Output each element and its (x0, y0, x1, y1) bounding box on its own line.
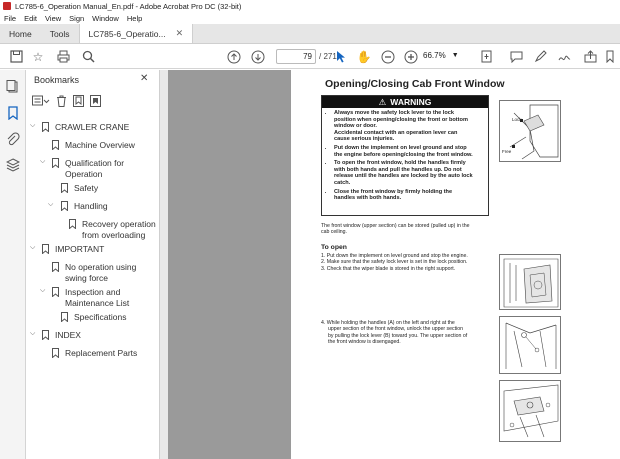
bookmark-index[interactable]: INDEX (55, 330, 81, 340)
save-icon[interactable] (8, 48, 24, 65)
bookmark-inspection[interactable]: Inspection and (65, 287, 121, 297)
to-open-heading: To open (321, 244, 347, 251)
page-heading: Opening/Closing Cab Front Window (325, 78, 505, 90)
lock-lever-detail-figure (499, 380, 561, 442)
bookmark-replacement-parts[interactable]: Replacement Parts (65, 348, 138, 358)
zoom-level-dropdown[interactable] (423, 51, 459, 60)
bookmark-safety[interactable]: Safety (74, 183, 99, 193)
collapse-chevron-icon[interactable]: ⌵ (30, 330, 36, 337)
intro-line: cab ceiling. (321, 229, 347, 236)
bookmark-icon (52, 140, 59, 150)
warning-line: • Always move the safety lock lever to the lock (334, 110, 455, 116)
warning-header (322, 96, 488, 108)
bookmark-icon (61, 201, 68, 211)
bookmark-icon (42, 122, 49, 132)
warning-line: release until the handles are locked by the auto lock (334, 173, 473, 180)
warning-line: catch. (334, 179, 351, 186)
hand-tool-icon[interactable]: ✋ (356, 49, 372, 64)
toolbar (0, 44, 620, 69)
warning-box (321, 95, 489, 216)
collapse-chevron-icon[interactable]: ⌵ (40, 158, 46, 165)
warning-line: position when opening/closing the front or bottom (334, 116, 468, 123)
step-4-line: by pulling the lock lever (B) toward you. The upper section of (328, 332, 468, 339)
window-handles-figure (499, 316, 561, 374)
zoom-out-icon[interactable] (380, 48, 396, 65)
pdf-page (291, 70, 620, 459)
warning-line: the engine before opening/closing the front window. (334, 151, 473, 158)
warning-list (322, 108, 488, 202)
menu-bar (0, 12, 620, 24)
warning-item (334, 160, 484, 186)
chevron-down-icon: ▼ (451, 52, 459, 59)
bookmark-inspection-line2[interactable]: Maintenance List (65, 298, 130, 308)
menu-sign[interactable]: Sign (69, 13, 85, 23)
step-4-line: 4. While holding the handles (A) on the left and right at the (321, 320, 455, 326)
bookmark-handling[interactable]: Handling (74, 201, 108, 211)
step-4-paragraph (321, 320, 493, 346)
step-item: 3. Check that the wiper blade is stored in the right support. (321, 265, 456, 272)
bookmark-qualification-line2[interactable]: Operation (65, 169, 103, 179)
bookmark-icon (52, 287, 59, 297)
close-panel-icon[interactable]: ✕ (140, 73, 149, 84)
collapse-chevron-icon[interactable]: ⌵ (30, 122, 36, 129)
warning-line: • Close the front window by firmly holding the (334, 188, 453, 195)
bookmarks-panel-title: Bookmarks (34, 75, 80, 85)
bookmark-icon (52, 158, 59, 168)
bookmark-icon (69, 219, 76, 229)
bookmark-important[interactable]: IMPORTANT (55, 244, 105, 254)
zoom-in-icon[interactable] (403, 48, 419, 65)
menu-window[interactable]: Window (92, 13, 119, 23)
page-number-input[interactable] (276, 49, 316, 64)
window-title: LC785-6_Operation Manual_En.pdf - Adobe Acrobat Pro DC (32-bit) (15, 1, 242, 11)
warning-item (334, 110, 484, 143)
lock-lever-figure (499, 100, 561, 162)
warning-item (334, 145, 484, 158)
step-4-line: the front window is disengaged. (328, 339, 401, 346)
bookmark-no-operation-line2[interactable]: swing force (65, 273, 108, 283)
tab-document[interactable] (79, 24, 194, 43)
acrobat-logo-icon (3, 2, 11, 10)
warning-line: Accidental contact with an operation lever can (334, 129, 458, 136)
tab-document-label: LC785-6_Operatio... (88, 28, 166, 39)
page-thumbnails-icon[interactable] (6, 80, 20, 94)
bookmark-specifications[interactable]: Specifications (74, 312, 127, 322)
bookmark-icon (61, 312, 68, 322)
comment-icon[interactable] (508, 48, 524, 65)
bookmark-recovery-operation[interactable]: Recovery operation (82, 219, 156, 229)
next-page-icon[interactable] (250, 48, 266, 65)
bookmark-icon (42, 244, 49, 254)
share-icon[interactable] (582, 48, 598, 65)
collapse-chevron-icon[interactable]: ⌵ (48, 201, 54, 208)
bookmarks-toolbar (32, 95, 101, 109)
bookmark-no-operation[interactable]: No operation using (65, 262, 137, 272)
warning-line: • Put down the implement on level ground and stop (334, 144, 467, 151)
expand-bookmark-icon[interactable] (90, 95, 101, 109)
menu-file[interactable]: File (4, 13, 17, 23)
bookmark-qualification[interactable]: Qualification for (65, 158, 125, 168)
bookmark-machine-overview[interactable]: Machine Overview (65, 140, 135, 150)
menu-edit[interactable]: Edit (24, 13, 38, 23)
bookmark-icon (52, 348, 59, 358)
intro-paragraph (321, 223, 491, 236)
menu-help[interactable]: Help (126, 13, 143, 23)
bookmark-icon (52, 262, 59, 272)
tab-home[interactable] (0, 24, 41, 43)
lock-label: Lock (512, 117, 522, 122)
warning-line: cause serious injuries. (334, 136, 395, 143)
bookmark-icon (42, 330, 49, 340)
warning-line: handles with both hands. (334, 195, 402, 202)
warning-line: window or door. (334, 123, 377, 130)
layers-icon[interactable] (6, 158, 20, 172)
bookmark-recovery-operation-line2[interactable]: from overloading (82, 230, 146, 240)
close-tab-icon[interactable]: ✕ (175, 28, 184, 38)
tab-tools[interactable] (41, 24, 79, 43)
new-bookmark-icon[interactable] (73, 95, 84, 109)
warning-triangle-icon: ⚠ (378, 96, 387, 107)
more-tools-icon[interactable] (604, 48, 616, 65)
intro-line: The front window (upper section) can be stored (pulled up) in the (321, 223, 470, 229)
free-label: Free (502, 149, 512, 154)
bookmark-star-icon[interactable]: ☆ (32, 49, 44, 64)
previous-page-icon[interactable] (226, 48, 242, 65)
zoom-level-value: 66.7% (423, 51, 446, 60)
step-4-line: upper section of the front window, unlock the upper section (328, 326, 463, 333)
tab-bar (0, 24, 620, 44)
panel-splitter[interactable] (160, 70, 168, 459)
fit-page-icon[interactable] (478, 48, 494, 65)
step-item: 2. Make sure that the safety lock lever is set in the lock position. (321, 259, 468, 266)
bookmark-icon (61, 183, 68, 193)
cab-interior-figure (499, 254, 561, 310)
tab-tools-label: Tools (49, 28, 70, 39)
navigation-rail (0, 70, 26, 459)
steps-list (321, 253, 496, 272)
collapse-chevron-icon[interactable]: ⌵ (30, 244, 36, 251)
warning-title: WARNING (390, 97, 432, 107)
delete-bookmark-icon[interactable] (56, 95, 67, 109)
collapse-chevron-icon[interactable]: ⌵ (40, 287, 46, 294)
bookmark-crawler-crane[interactable]: CRAWLER CRANE (55, 122, 130, 132)
warning-line: with both hands and pull the handles up. Do not (334, 166, 462, 173)
select-cursor-icon[interactable] (334, 48, 348, 65)
title-bar (0, 0, 620, 12)
attachments-icon[interactable] (6, 132, 20, 146)
page-number-value: 79 (303, 52, 312, 61)
warning-item (334, 189, 484, 202)
step-item: 1. Put down the implement on level ground and stop the engine. (321, 253, 468, 259)
highlight-pen-icon[interactable] (532, 48, 548, 65)
menu-view[interactable]: View (45, 13, 62, 23)
page-total: / 271 (319, 52, 337, 61)
warning-line: • To open the front window, hold the handles firmly (334, 160, 466, 167)
bookmarks-panel (26, 70, 160, 459)
search-icon[interactable] (80, 48, 96, 65)
print-icon[interactable] (55, 48, 71, 65)
tab-home-label: Home (9, 28, 32, 39)
bookmarks-panel-icon[interactable] (6, 106, 20, 120)
sign-icon[interactable] (556, 48, 572, 65)
options-menu-icon[interactable] (32, 95, 50, 109)
